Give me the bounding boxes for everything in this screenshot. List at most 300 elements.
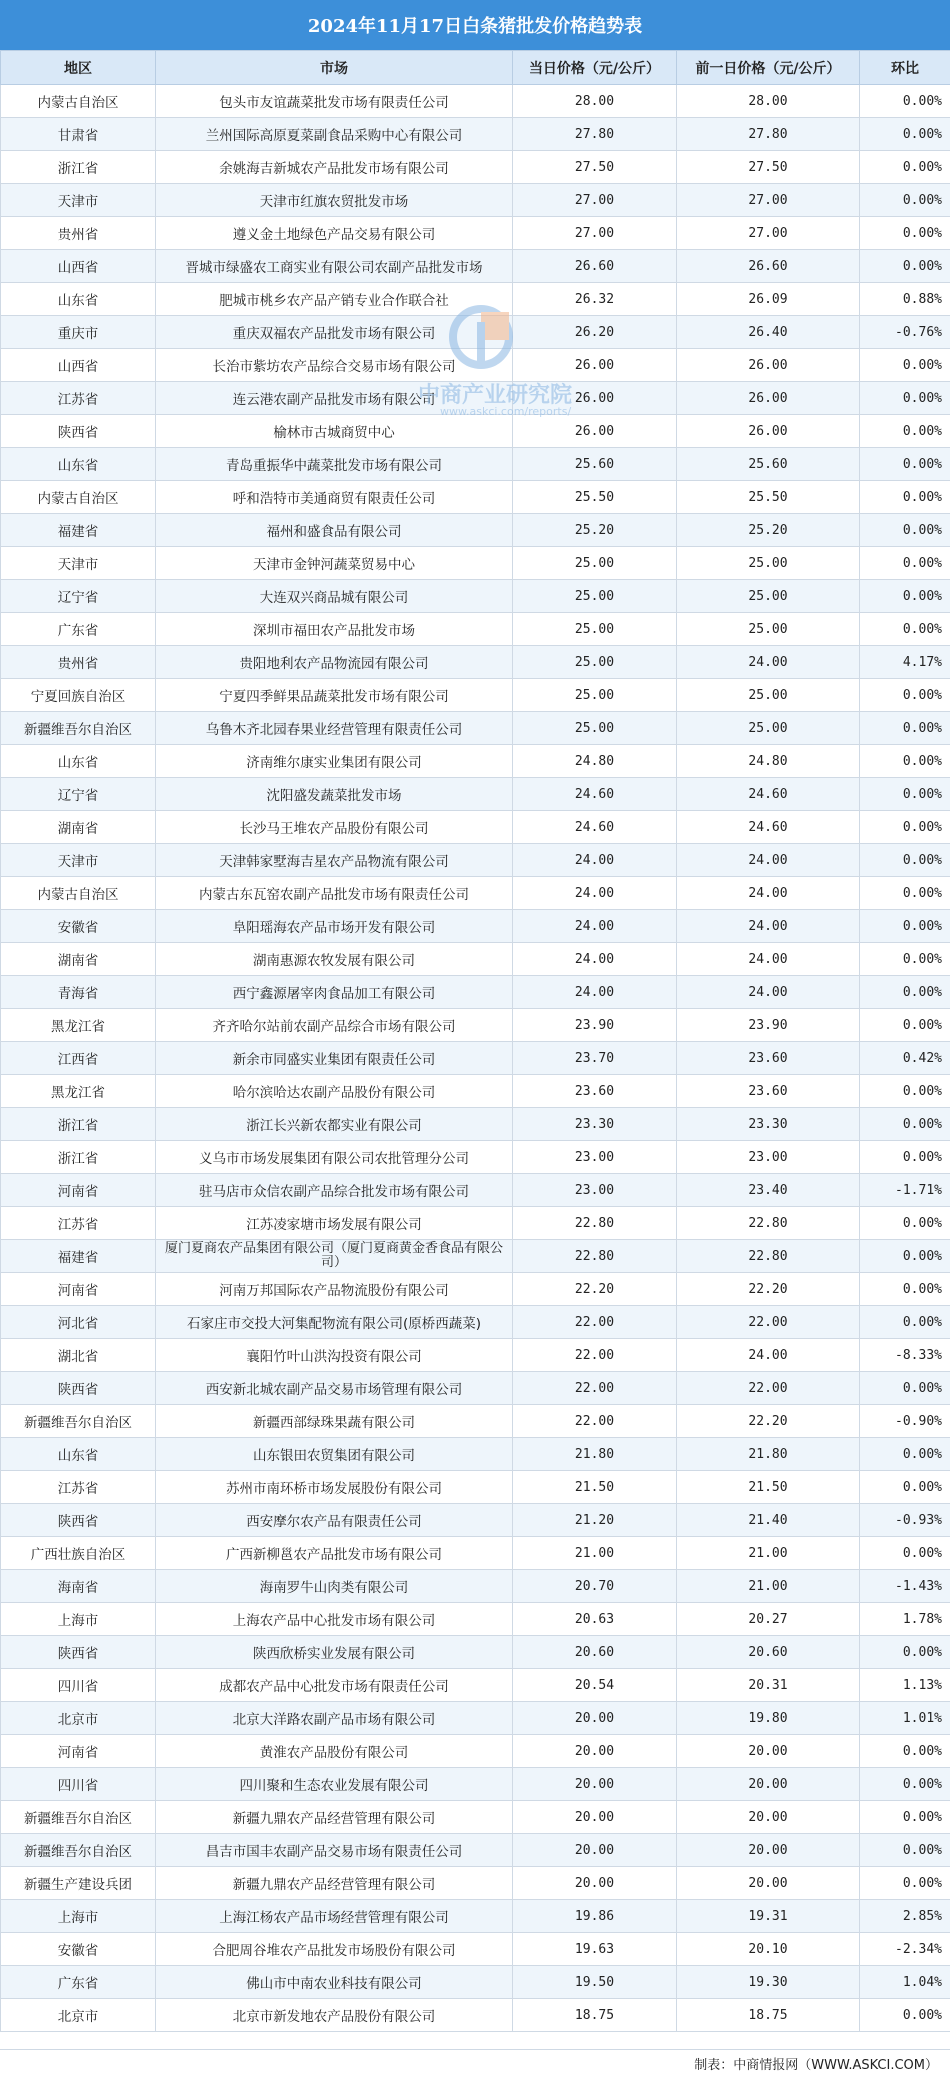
cell-today-price: 20.00 xyxy=(513,1834,677,1867)
cell-market: 内蒙古东瓦窑农副产品批发市场有限责任公司 xyxy=(156,877,513,910)
cell-today-price: 26.00 xyxy=(513,382,677,415)
cell-change: 0.00% xyxy=(860,448,950,481)
cell-today-price: 22.80 xyxy=(513,1207,677,1240)
cell-region: 广东省 xyxy=(1,613,156,646)
header-change: 环比 xyxy=(860,51,950,85)
cell-prev-price: 24.80 xyxy=(677,745,860,778)
cell-today-price: 24.00 xyxy=(513,910,677,943)
cell-prev-price: 21.50 xyxy=(677,1471,860,1504)
cell-today-price: 18.75 xyxy=(513,1999,677,2032)
cell-market: 石家庄市交投大河集配物流有限公司(原桥西蔬菜) xyxy=(156,1306,513,1339)
cell-today-price: 23.00 xyxy=(513,1141,677,1174)
cell-prev-price: 20.00 xyxy=(677,1867,860,1900)
cell-change: 0.00% xyxy=(860,1834,950,1867)
cell-today-price: 20.00 xyxy=(513,1768,677,1801)
cell-prev-price: 20.60 xyxy=(677,1636,860,1669)
cell-market: 乌鲁木齐北园春果业经营管理有限责任公司 xyxy=(156,712,513,745)
table-row xyxy=(1,250,950,283)
cell-region: 河南省 xyxy=(1,1735,156,1768)
table-row xyxy=(1,349,950,382)
cell-change: 0.00% xyxy=(860,1273,950,1306)
cell-region: 湖南省 xyxy=(1,811,156,844)
table-row xyxy=(1,1999,950,2032)
table-row xyxy=(1,1339,950,1372)
cell-today-price: 20.00 xyxy=(513,1867,677,1900)
cell-today-price: 21.20 xyxy=(513,1504,677,1537)
cell-today-price: 22.00 xyxy=(513,1405,677,1438)
cell-prev-price: 24.00 xyxy=(677,1339,860,1372)
table-row xyxy=(1,613,950,646)
cell-prev-price: 26.00 xyxy=(677,349,860,382)
cell-change: 0.00% xyxy=(860,217,950,250)
cell-change: -1.71% xyxy=(860,1174,950,1207)
cell-prev-price: 26.00 xyxy=(677,415,860,448)
cell-today-price: 26.20 xyxy=(513,316,677,349)
cell-prev-price: 25.60 xyxy=(677,448,860,481)
cell-market: 合肥周谷堆农产品批发市场股份有限公司 xyxy=(156,1933,513,1966)
table-header-row xyxy=(1,51,950,85)
cell-prev-price: 22.80 xyxy=(677,1240,860,1273)
cell-change: 0.00% xyxy=(860,250,950,283)
cell-market: 新疆九鼎农产品经营管理有限公司 xyxy=(156,1867,513,1900)
cell-today-price: 26.00 xyxy=(513,415,677,448)
cell-market: 长治市紫坊农产品综合交易市场有限公司 xyxy=(156,349,513,382)
cell-prev-price: 19.30 xyxy=(677,1966,860,1999)
cell-market: 西宁鑫源屠宰肉食品加工有限公司 xyxy=(156,976,513,1009)
cell-region: 新疆维吾尔自治区 xyxy=(1,1405,156,1438)
table-row xyxy=(1,1801,950,1834)
cell-change: -0.93% xyxy=(860,1504,950,1537)
cell-prev-price: 24.00 xyxy=(677,646,860,679)
cell-region: 河南省 xyxy=(1,1273,156,1306)
cell-change: 0.00% xyxy=(860,1867,950,1900)
cell-market: 天津市红旗农贸批发市场 xyxy=(156,184,513,217)
cell-region: 山东省 xyxy=(1,745,156,778)
header-market: 市场 xyxy=(156,51,513,85)
cell-prev-price: 20.10 xyxy=(677,1933,860,1966)
cell-change: 0.00% xyxy=(860,1471,950,1504)
header-prev-price: 前一日价格（元/公斤） xyxy=(677,51,860,85)
cell-market: 天津市金钟河蔬菜贸易中心 xyxy=(156,547,513,580)
cell-today-price: 25.00 xyxy=(513,580,677,613)
page-title: 2024年11月17日白条猪批发价格趋势表 xyxy=(0,0,950,50)
cell-region: 湖北省 xyxy=(1,1339,156,1372)
table-row xyxy=(1,448,950,481)
cell-change: 0.00% xyxy=(860,1207,950,1240)
cell-market: 上海江杨农产品市场经营管理有限公司 xyxy=(156,1900,513,1933)
cell-change: 0.00% xyxy=(860,415,950,448)
cell-region: 辽宁省 xyxy=(1,580,156,613)
cell-market: 昌吉市国丰农副产品交易市场有限责任公司 xyxy=(156,1834,513,1867)
cell-market: 阜阳瑶海农产品市场开发有限公司 xyxy=(156,910,513,943)
cell-prev-price: 20.31 xyxy=(677,1669,860,1702)
cell-market: 陕西欣桥实业发展有限公司 xyxy=(156,1636,513,1669)
cell-region: 北京市 xyxy=(1,1999,156,2032)
table-row xyxy=(1,85,950,118)
cell-prev-price: 26.00 xyxy=(677,382,860,415)
cell-market: 佛山市中南农业科技有限公司 xyxy=(156,1966,513,1999)
cell-market: 西安新北城农副产品交易市场管理有限公司 xyxy=(156,1372,513,1405)
cell-market: 宁夏四季鲜果品蔬菜批发市场有限公司 xyxy=(156,679,513,712)
cell-market: 上海农产品中心批发市场有限公司 xyxy=(156,1603,513,1636)
table-row xyxy=(1,1735,950,1768)
cell-prev-price: 26.40 xyxy=(677,316,860,349)
table-row xyxy=(1,1537,950,1570)
cell-region: 内蒙古自治区 xyxy=(1,481,156,514)
cell-region: 陕西省 xyxy=(1,1636,156,1669)
cell-prev-price: 24.00 xyxy=(677,877,860,910)
cell-today-price: 24.80 xyxy=(513,745,677,778)
table-row xyxy=(1,976,950,1009)
cell-region: 新疆维吾尔自治区 xyxy=(1,1834,156,1867)
cell-region: 山东省 xyxy=(1,1438,156,1471)
table-row xyxy=(1,1966,950,1999)
table-row xyxy=(1,1636,950,1669)
table-row xyxy=(1,1900,950,1933)
table-row xyxy=(1,481,950,514)
cell-region: 青海省 xyxy=(1,976,156,1009)
cell-today-price: 25.20 xyxy=(513,514,677,547)
cell-market: 深圳市福田农产品批发市场 xyxy=(156,613,513,646)
cell-region: 江苏省 xyxy=(1,382,156,415)
cell-region: 山西省 xyxy=(1,349,156,382)
cell-today-price: 20.63 xyxy=(513,1603,677,1636)
cell-market: 苏州市南环桥市场发展股份有限公司 xyxy=(156,1471,513,1504)
cell-today-price: 19.63 xyxy=(513,1933,677,1966)
cell-prev-price: 26.09 xyxy=(677,283,860,316)
table-body xyxy=(1,85,950,2032)
cell-region: 山东省 xyxy=(1,448,156,481)
table-row xyxy=(1,943,950,976)
cell-change: -8.33% xyxy=(860,1339,950,1372)
cell-today-price: 24.00 xyxy=(513,844,677,877)
cell-region: 广东省 xyxy=(1,1966,156,1999)
table-row xyxy=(1,1438,950,1471)
table-row xyxy=(1,1075,950,1108)
cell-region: 宁夏回族自治区 xyxy=(1,679,156,712)
cell-change: -1.43% xyxy=(860,1570,950,1603)
cell-prev-price: 20.27 xyxy=(677,1603,860,1636)
table-row xyxy=(1,316,950,349)
cell-today-price: 22.80 xyxy=(513,1240,677,1273)
cell-prev-price: 25.50 xyxy=(677,481,860,514)
cell-change: 0.00% xyxy=(860,1075,950,1108)
cell-change: 0.00% xyxy=(860,1141,950,1174)
cell-region: 安徽省 xyxy=(1,1933,156,1966)
cell-change: 0.00% xyxy=(860,85,950,118)
cell-region: 四川省 xyxy=(1,1669,156,1702)
cell-region: 江苏省 xyxy=(1,1207,156,1240)
cell-market: 哈尔滨哈达农副产品股份有限公司 xyxy=(156,1075,513,1108)
table-row xyxy=(1,1273,950,1306)
cell-region: 新疆生产建设兵团 xyxy=(1,1867,156,1900)
cell-prev-price: 25.00 xyxy=(677,679,860,712)
cell-change: 0.00% xyxy=(860,910,950,943)
cell-change: 0.00% xyxy=(860,580,950,613)
cell-market: 新余市同盛实业集团有限责任公司 xyxy=(156,1042,513,1075)
cell-prev-price: 22.20 xyxy=(677,1273,860,1306)
table-row xyxy=(1,514,950,547)
cell-today-price: 24.00 xyxy=(513,877,677,910)
table-row xyxy=(1,1009,950,1042)
cell-change: 0.00% xyxy=(860,1801,950,1834)
cell-market: 大连双兴商品城有限公司 xyxy=(156,580,513,613)
cell-today-price: 23.90 xyxy=(513,1009,677,1042)
cell-region: 广西壮族自治区 xyxy=(1,1537,156,1570)
cell-prev-price: 23.90 xyxy=(677,1009,860,1042)
table-row xyxy=(1,382,950,415)
cell-market: 齐齐哈尔站前农副产品综合市场有限公司 xyxy=(156,1009,513,1042)
cell-change: 0.00% xyxy=(860,679,950,712)
table-row xyxy=(1,580,950,613)
cell-today-price: 25.00 xyxy=(513,547,677,580)
cell-prev-price: 22.80 xyxy=(677,1207,860,1240)
cell-change: 0.00% xyxy=(860,118,950,151)
cell-today-price: 21.00 xyxy=(513,1537,677,1570)
cell-change: 0.00% xyxy=(860,1438,950,1471)
cell-market: 义乌市市场发展集团有限公司农批管理分公司 xyxy=(156,1141,513,1174)
price-table xyxy=(0,50,950,2032)
cell-market: 山东银田农贸集团有限公司 xyxy=(156,1438,513,1471)
cell-prev-price: 23.00 xyxy=(677,1141,860,1174)
cell-market: 兰州国际高原夏菜副食品采购中心有限公司 xyxy=(156,118,513,151)
cell-change: 2.85% xyxy=(860,1900,950,1933)
cell-prev-price: 22.00 xyxy=(677,1306,860,1339)
cell-region: 内蒙古自治区 xyxy=(1,877,156,910)
cell-today-price: 25.00 xyxy=(513,646,677,679)
cell-change: 0.00% xyxy=(860,382,950,415)
cell-prev-price: 25.00 xyxy=(677,613,860,646)
cell-today-price: 20.54 xyxy=(513,1669,677,1702)
cell-today-price: 24.00 xyxy=(513,976,677,1009)
cell-region: 浙江省 xyxy=(1,1108,156,1141)
cell-prev-price: 21.40 xyxy=(677,1504,860,1537)
cell-change: 0.00% xyxy=(860,745,950,778)
cell-today-price: 20.00 xyxy=(513,1735,677,1768)
cell-market: 黄淮农产品股份有限公司 xyxy=(156,1735,513,1768)
cell-change: 0.00% xyxy=(860,877,950,910)
cell-region: 湖南省 xyxy=(1,943,156,976)
cell-today-price: 23.70 xyxy=(513,1042,677,1075)
cell-region: 陕西省 xyxy=(1,415,156,448)
cell-prev-price: 24.00 xyxy=(677,910,860,943)
cell-change: 0.00% xyxy=(860,1735,950,1768)
cell-region: 新疆维吾尔自治区 xyxy=(1,712,156,745)
cell-prev-price: 20.00 xyxy=(677,1768,860,1801)
cell-prev-price: 23.60 xyxy=(677,1075,860,1108)
cell-change: 0.00% xyxy=(860,1108,950,1141)
cell-today-price: 19.50 xyxy=(513,1966,677,1999)
cell-today-price: 22.00 xyxy=(513,1339,677,1372)
cell-market: 海南罗牛山肉类有限公司 xyxy=(156,1570,513,1603)
table-row xyxy=(1,811,950,844)
cell-prev-price: 23.60 xyxy=(677,1042,860,1075)
cell-region: 山西省 xyxy=(1,250,156,283)
cell-change: 0.00% xyxy=(860,613,950,646)
cell-market: 新疆九鼎农产品经营管理有限公司 xyxy=(156,1801,513,1834)
cell-market: 济南维尔康实业集团有限公司 xyxy=(156,745,513,778)
cell-market: 西安摩尔农产品有限责任公司 xyxy=(156,1504,513,1537)
cell-change: 0.00% xyxy=(860,943,950,976)
cell-change: 0.00% xyxy=(860,151,950,184)
table-row xyxy=(1,1141,950,1174)
cell-today-price: 26.00 xyxy=(513,349,677,382)
cell-market: 连云港农副产品批发市场有限公司 xyxy=(156,382,513,415)
cell-market: 榆林市古城商贸中心 xyxy=(156,415,513,448)
table-row xyxy=(1,745,950,778)
cell-today-price: 22.00 xyxy=(513,1306,677,1339)
cell-today-price: 24.00 xyxy=(513,943,677,976)
cell-prev-price: 24.60 xyxy=(677,811,860,844)
cell-change: 0.00% xyxy=(860,1636,950,1669)
cell-change: -0.90% xyxy=(860,1405,950,1438)
cell-market: 成都农产品中心批发市场有限责任公司 xyxy=(156,1669,513,1702)
cell-market: 厦门夏商农产品集团有限公司（厦门夏商黄金香食品有限公司） xyxy=(156,1240,513,1273)
cell-prev-price: 20.00 xyxy=(677,1801,860,1834)
cell-today-price: 23.30 xyxy=(513,1108,677,1141)
cell-prev-price: 28.00 xyxy=(677,85,860,118)
cell-prev-price: 19.80 xyxy=(677,1702,860,1735)
table-row xyxy=(1,1867,950,1900)
cell-today-price: 25.50 xyxy=(513,481,677,514)
table-row xyxy=(1,283,950,316)
cell-today-price: 25.00 xyxy=(513,712,677,745)
cell-region: 天津市 xyxy=(1,547,156,580)
cell-prev-price: 27.50 xyxy=(677,151,860,184)
cell-market: 遵义金土地绿色产品交易有限公司 xyxy=(156,217,513,250)
cell-change: 0.00% xyxy=(860,1768,950,1801)
cell-change: 0.00% xyxy=(860,712,950,745)
cell-today-price: 26.60 xyxy=(513,250,677,283)
header-today-price: 当日价格（元/公斤） xyxy=(513,51,677,85)
table-row xyxy=(1,679,950,712)
cell-prev-price: 25.00 xyxy=(677,712,860,745)
cell-market: 新疆西部绿珠果蔬有限公司 xyxy=(156,1405,513,1438)
cell-today-price: 23.60 xyxy=(513,1075,677,1108)
cell-market: 驻马店市众信农副产品综合批发市场有限公司 xyxy=(156,1174,513,1207)
cell-change: 0.00% xyxy=(860,844,950,877)
cell-region: 河北省 xyxy=(1,1306,156,1339)
table-row xyxy=(1,1570,950,1603)
cell-change: 0.00% xyxy=(860,976,950,1009)
cell-today-price: 20.60 xyxy=(513,1636,677,1669)
cell-today-price: 22.20 xyxy=(513,1273,677,1306)
cell-market: 长沙马王堆农产品股份有限公司 xyxy=(156,811,513,844)
cell-change: 0.00% xyxy=(860,1306,950,1339)
cell-region: 江苏省 xyxy=(1,1471,156,1504)
cell-prev-price: 24.60 xyxy=(677,778,860,811)
table-row xyxy=(1,1108,950,1141)
cell-region: 陕西省 xyxy=(1,1504,156,1537)
cell-today-price: 23.00 xyxy=(513,1174,677,1207)
cell-change: 4.17% xyxy=(860,646,950,679)
table-row xyxy=(1,1405,950,1438)
cell-today-price: 20.70 xyxy=(513,1570,677,1603)
cell-change: 0.00% xyxy=(860,481,950,514)
cell-market: 北京市新发地农产品股份有限公司 xyxy=(156,1999,513,2032)
cell-market: 广西新柳邕农产品批发市场有限公司 xyxy=(156,1537,513,1570)
cell-today-price: 21.80 xyxy=(513,1438,677,1471)
table-row xyxy=(1,778,950,811)
cell-region: 天津市 xyxy=(1,844,156,877)
cell-prev-price: 24.00 xyxy=(677,844,860,877)
cell-today-price: 21.50 xyxy=(513,1471,677,1504)
cell-market: 余姚海吉新城农产品批发市场有限公司 xyxy=(156,151,513,184)
cell-prev-price: 25.20 xyxy=(677,514,860,547)
cell-prev-price: 21.80 xyxy=(677,1438,860,1471)
cell-prev-price: 25.00 xyxy=(677,580,860,613)
cell-today-price: 27.80 xyxy=(513,118,677,151)
cell-today-price: 20.00 xyxy=(513,1801,677,1834)
table-row xyxy=(1,1240,950,1273)
table-row xyxy=(1,844,950,877)
cell-today-price: 25.60 xyxy=(513,448,677,481)
cell-today-price: 19.86 xyxy=(513,1900,677,1933)
cell-today-price: 20.00 xyxy=(513,1702,677,1735)
table-row xyxy=(1,217,950,250)
cell-region: 天津市 xyxy=(1,184,156,217)
table-row xyxy=(1,1933,950,1966)
cell-change: 0.00% xyxy=(860,1009,950,1042)
cell-region: 上海市 xyxy=(1,1603,156,1636)
cell-today-price: 24.60 xyxy=(513,811,677,844)
cell-change: -2.34% xyxy=(860,1933,950,1966)
table-row xyxy=(1,1504,950,1537)
cell-market: 肥城市桃乡农产品产销专业合作联合社 xyxy=(156,283,513,316)
cell-change: 1.78% xyxy=(860,1603,950,1636)
cell-market: 呼和浩特市美通商贸有限责任公司 xyxy=(156,481,513,514)
cell-today-price: 28.00 xyxy=(513,85,677,118)
table-row xyxy=(1,1834,950,1867)
cell-region: 福建省 xyxy=(1,1240,156,1273)
table-row xyxy=(1,646,950,679)
cell-region: 黑龙江省 xyxy=(1,1075,156,1108)
cell-today-price: 26.32 xyxy=(513,283,677,316)
cell-prev-price: 19.31 xyxy=(677,1900,860,1933)
cell-region: 海南省 xyxy=(1,1570,156,1603)
table-row xyxy=(1,1471,950,1504)
cell-market: 包头市友谊蔬菜批发市场有限责任公司 xyxy=(156,85,513,118)
cell-market: 福州和盛食品有限公司 xyxy=(156,514,513,547)
cell-prev-price: 23.40 xyxy=(677,1174,860,1207)
cell-market: 襄阳竹叶山洪沟投资有限公司 xyxy=(156,1339,513,1372)
cell-prev-price: 24.00 xyxy=(677,976,860,1009)
table-row xyxy=(1,1768,950,1801)
cell-region: 四川省 xyxy=(1,1768,156,1801)
table-row xyxy=(1,1306,950,1339)
cell-today-price: 27.00 xyxy=(513,184,677,217)
table-row xyxy=(1,910,950,943)
cell-market: 青岛重振华中蔬菜批发市场有限公司 xyxy=(156,448,513,481)
cell-region: 新疆维吾尔自治区 xyxy=(1,1801,156,1834)
watermark-url: www.askci.com/reports/ xyxy=(440,405,571,418)
cell-region: 甘肃省 xyxy=(1,118,156,151)
cell-region: 浙江省 xyxy=(1,1141,156,1174)
cell-region: 江西省 xyxy=(1,1042,156,1075)
cell-region: 重庆市 xyxy=(1,316,156,349)
cell-market: 四川聚和生态农业发展有限公司 xyxy=(156,1768,513,1801)
table-row xyxy=(1,184,950,217)
cell-region: 安徽省 xyxy=(1,910,156,943)
cell-prev-price: 20.00 xyxy=(677,1834,860,1867)
footer-credit: 制表：中商情报网（WWW.ASKCI.COM） xyxy=(0,2049,950,2076)
cell-today-price: 22.00 xyxy=(513,1372,677,1405)
cell-prev-price: 24.00 xyxy=(677,943,860,976)
watermark-text: 中商产业研究院 xyxy=(418,378,572,409)
cell-prev-price: 20.00 xyxy=(677,1735,860,1768)
cell-change: 0.00% xyxy=(860,349,950,382)
cell-region: 陕西省 xyxy=(1,1372,156,1405)
